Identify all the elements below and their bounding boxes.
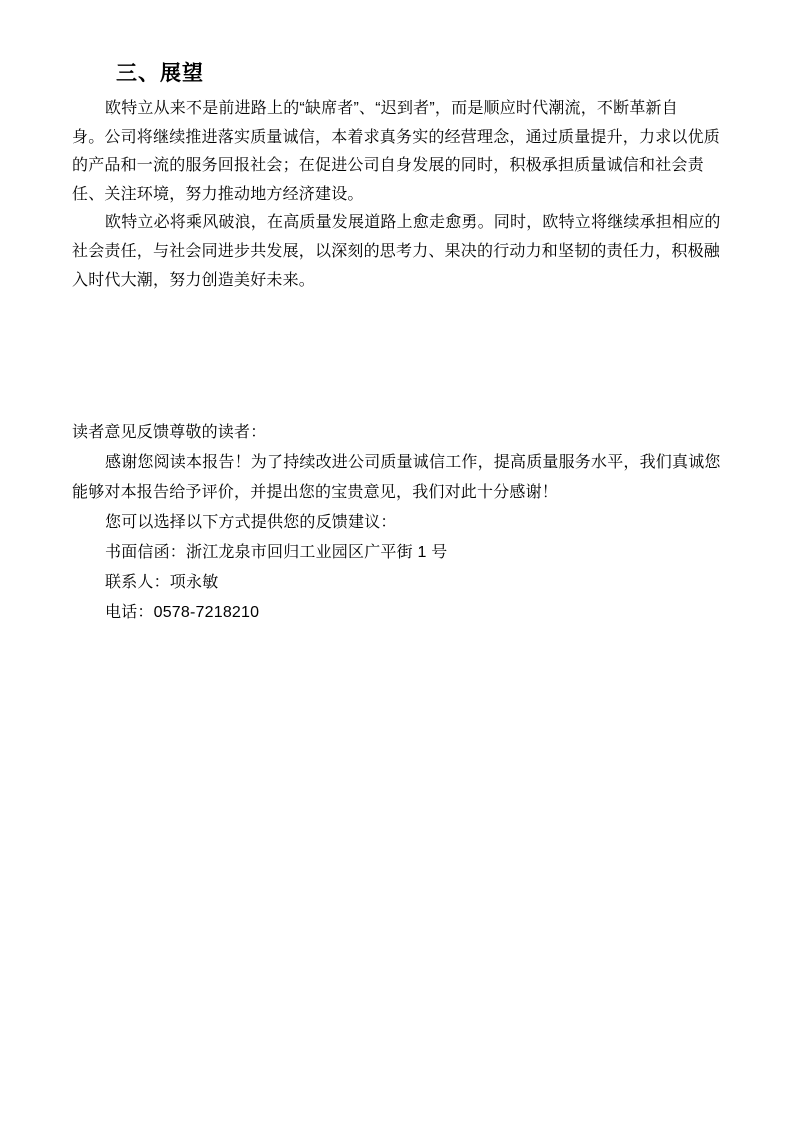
text-line: 欧特立从来不是前进路上的“缺席者”、“迟到者”，而是顺应时代潮流，不断革新自 bbox=[105, 100, 678, 117]
feedback-intro-line: 读者意见反馈尊敬的读者： bbox=[72, 424, 267, 441]
text-line: 能够对本报告给予评价，并提出您的宝贵意见，我们对此十分感谢！ bbox=[72, 484, 559, 501]
text-line: 的产品和一流的服务回报社会；在促进公司自身发展的同时，积极承担质量诚信和社会责 bbox=[72, 157, 704, 175]
feedback-contact-person-line: 联系人：项永敏 bbox=[105, 574, 219, 591]
section-heading-outlook: 三、展望 bbox=[116, 62, 204, 85]
feedback-phone-line: 电话：0578-7218210 bbox=[105, 604, 260, 621]
text-line: 社会责任，与社会同进步共发展，以深刻的思考力、果决的行动力和坚韧的责任力，积极融 bbox=[72, 242, 721, 260]
text-line: 欧特立必将乘风破浪，在高质量发展道路上愈走愈勇。同时，欧特立将继续承担相应的 bbox=[105, 214, 721, 232]
text-line: 任、关注环境，努力推动地方经济建设。 bbox=[72, 185, 364, 203]
text-line: 身。公司将继续推进落实质量诚信，本着求真务实的经营理念，通过质量提升，力求以优质 bbox=[72, 128, 721, 146]
feedback-options-line: 您可以选择以下方式提供您的反馈建议： bbox=[105, 514, 397, 531]
text-line: 入时代大潮，努力创造美好未来。 bbox=[72, 271, 316, 289]
text-line: 感谢您阅读本报告！为了持续改进公司质量诚信工作，提高质量服务水平，我们真诚您 bbox=[105, 454, 721, 471]
feedback-section bbox=[72, 418, 732, 628]
feedback-mail-address-line: 书面信函：浙江龙泉市回归工业园区广平街 1 号 bbox=[105, 544, 448, 561]
outlook-section bbox=[72, 60, 732, 295]
